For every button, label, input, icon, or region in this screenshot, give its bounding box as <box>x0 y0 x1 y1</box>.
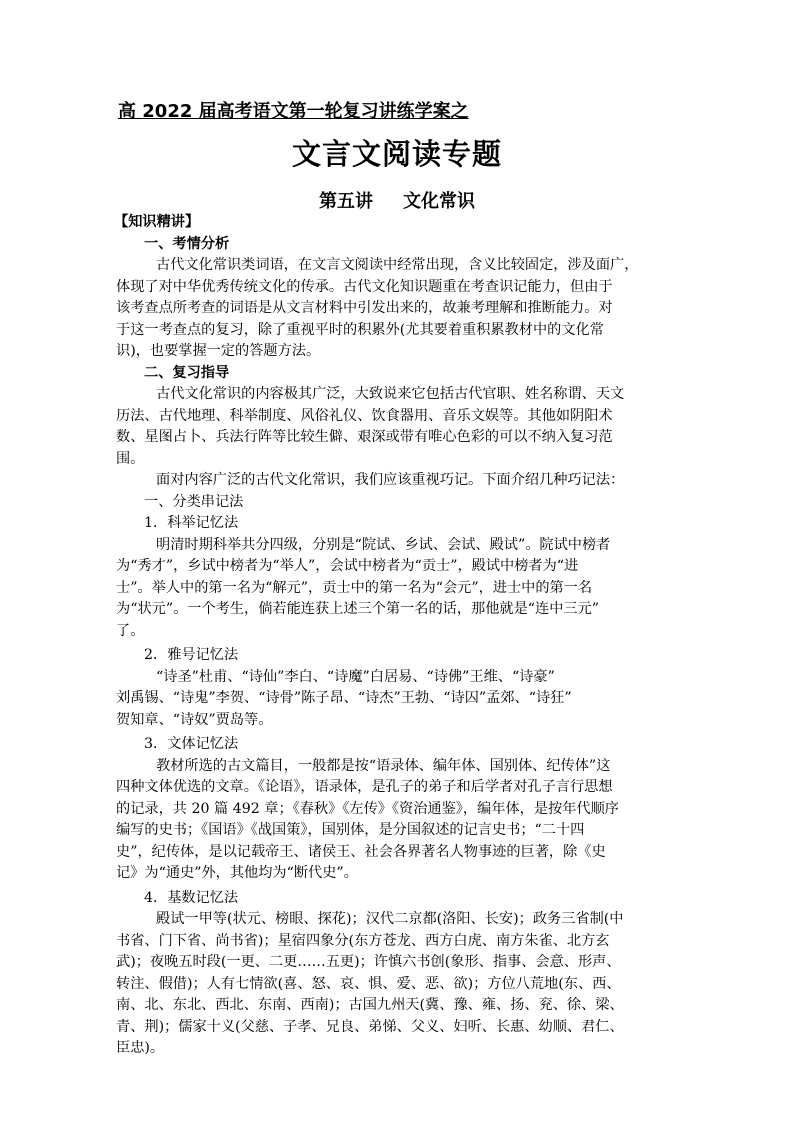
paragraph-line: 四种文体优选的文章。《论语》，语录体，是孔子的弟子和后学者对孔子言行思想 <box>116 779 613 795</box>
method-paragraph-genre <box>116 756 686 885</box>
paragraph-line: 于这一考查点的复习，除了重视平时的积累外(尤其要着重积累教材中的文化常 <box>116 321 604 338</box>
method-heading-genre: 3．文体记忆法 <box>144 736 239 752</box>
lecture-topic: 文化常识 <box>403 191 475 212</box>
paragraph-line: 臣忠)。 <box>116 1040 165 1056</box>
paragraph-line: 古代文化常识的内容极其广泛，大致说来它包括古代官职、姓名称谓、天文 <box>156 386 625 402</box>
method-heading-numbers: 4．基数记忆法 <box>144 889 239 906</box>
paragraph-line: 史”，纪传体，是以记载帝王、诸侯王、社会各界著名人物事迹的巨著，除《史 <box>116 843 606 860</box>
paragraph-line: 体现了对中华优秀传统文化的传承。古代文化知识题重在考查识记能力，但由于 <box>116 278 613 295</box>
paragraph-line: 武)；夜晚五时段(一更、二更……五更)；许慎六书创(象形、指事、会意、形声、 <box>116 954 621 970</box>
intro-line: 面对内容广泛的古代文化常识，我们应该重视巧记。下面介绍几种巧记法： <box>156 472 625 488</box>
paragraph-line: 殿试一甲等(状元、榜眼、探花)；汉代二京都(洛阳、长安)；政务三省制(中 <box>156 911 624 927</box>
guidance-paragraph <box>116 384 686 470</box>
paragraph-line: 刘禹锡、“诗鬼”李贺、“诗骨”陈子昂、“诗杰”王勃、“诗囚”孟郊、“诗狂” <box>116 690 572 706</box>
paragraph-line: 贺知章、“诗奴”贾岛等。 <box>116 711 273 728</box>
method-paragraph-exam <box>116 535 686 643</box>
main-title: 文言文阅读专题 <box>291 137 502 171</box>
paragraph-line: 古代文化常识类词语，在文言文阅读中经常出现，含义比较固定，涉及面广， <box>156 257 639 273</box>
paragraph-line: 识)，也要掌握一定的答题方法。 <box>116 343 321 359</box>
method-group-heading: 一、分类串记法 <box>144 493 244 510</box>
analysis-paragraph <box>116 255 686 363</box>
paragraph-line: 青、荆)；儒家十义(父慈、子孝、兄良、弟悌、父义、妇听、长惠、幼顺、君仁、 <box>116 1018 624 1035</box>
paragraph-line: 明清时期科举共分四级，分别是“院试、乡试、会试、殿试”。院试中榜者 <box>156 536 611 553</box>
method-paragraph-nickname <box>116 667 686 732</box>
document-body <box>116 212 686 1060</box>
section-heading-analysis: 一、考情分析 <box>144 235 230 252</box>
method-heading-exam: 1．科举记忆法 <box>144 515 239 531</box>
paragraph-line: 了。 <box>116 622 145 639</box>
section-tag: 【知识精讲】 <box>114 214 200 230</box>
document-header: 高 2022 届高考语文第一轮复习讲练学案之 <box>118 101 469 122</box>
paragraph-line: 南、北、东北、西北、东南、西南)；古国九州天(冀、豫、雍、扬、兖、徐、梁、 <box>116 997 624 1013</box>
paragraph-line: 的记录，共 20 篇 492 章；《春秋》《左传》《资治通鉴》，编年体，是按年代顺序 <box>116 800 619 817</box>
paragraph-line: 历法、古代地理、科举制度、风俗礼仪、饮食器用、音乐文娱等。其他如阴阳术 <box>116 407 613 424</box>
paragraph-line: 转注、假借)；人有七情欲(喜、怒、哀、惧、爱、恶、欲)；方位八荒地(东、西、 <box>116 975 621 992</box>
paragraph-line: 为“秀才”，乡试中榜者为“举人”，会试中榜者为“贡士”，殿试中榜者为“进 <box>116 558 579 574</box>
paragraph-line: 书省、门下省、尚书省)；星宿四象分(东方苍龙、西方白虎、南方朱雀、北方玄 <box>116 932 610 949</box>
paragraph-line: 为“状元”。一个考生，倘若能连获上述三个第一名的话，那他就是“连中三元” <box>116 601 600 617</box>
method-paragraph-numbers <box>116 909 686 1060</box>
lecture-title <box>0 187 794 213</box>
paragraph-line: 教材所选的古文篇目，一般都是按“语录体、编年体、国别体、纪传体”这 <box>156 757 611 774</box>
method-heading-nickname: 2．雅号记忆法 <box>144 647 239 663</box>
paragraph-line: 该考查点所考查的词语是从文言材料中引发出来的，故兼考理解和推断能力。对 <box>116 300 613 316</box>
paragraph-line: 数、星图占卜、兵法行阵等比较生僻、艰深或带有唯心色彩的可以不纳入复习范 <box>116 429 613 445</box>
paragraph-line: 编写的史书；《国语》《战国策》，国别体，是分国叙述的记言史书；“二十四 <box>116 822 585 838</box>
paragraph-line: 士”。举人中的第一名为“解元”，贡士中的第一名为“会元”，进士中的第一名 <box>116 579 593 596</box>
paragraph-line: 记》为“通史”外，其他均为“断代史”。 <box>116 865 358 881</box>
lecture-number: 第五讲 <box>319 191 373 212</box>
paragraph-line: “诗圣”杜甫、“诗仙”李白、“诗魔”白居易、“诗佛”王维、“诗豪” <box>156 668 555 685</box>
paragraph-line: 围。 <box>116 450 145 467</box>
section-heading-guidance: 二、复习指导 <box>144 364 230 381</box>
